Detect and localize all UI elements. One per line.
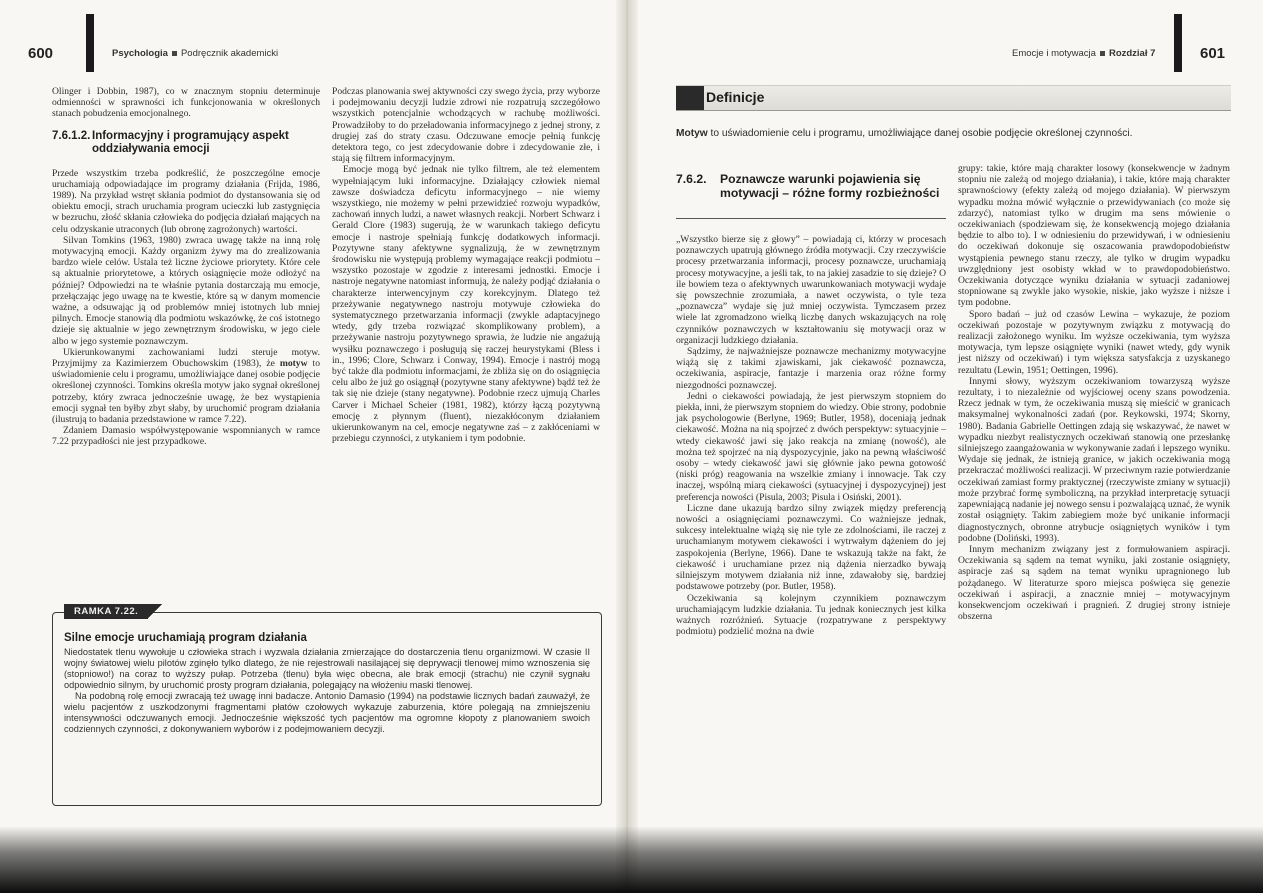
definition-body: to uświadomienie celu i programu, umożliwiające danej osobie podjęcie określonej czynności. <box>707 128 1133 139</box>
paragraph: Oczekiwania są kolejnym czynnikiem poznawczym uruchamiającym ludzkie działania. Tu jednak koniecznych jest kilka ważnych rozróżnień. Sytuacje (rozpatrywane z perspektywy podmiotu) podzielić można na dwie <box>676 592 946 638</box>
box-body <box>64 647 590 735</box>
heading-number: 7.6.1.2. <box>52 129 91 142</box>
heading-text: Poznawcze warunki pojawienia się motywacji – różne formy rozbieżności <box>720 172 940 200</box>
heading-text: Informacyjny i programujący aspekt oddziaływania emocji <box>92 129 289 155</box>
section-heading-7-6-1-2 <box>52 130 320 156</box>
definition-term: Motyw <box>676 128 708 139</box>
paragraph: Olinger i Dobbin, 1987), co w znacznym stopniu determinuje odmienności w sprawności ich funkcjonowania w określonych stanach pobudzenia emocjonalnego. <box>52 86 320 120</box>
box-tab-label: RAMKA 7.22. <box>64 604 148 619</box>
left-column-2 <box>332 86 600 445</box>
right-column-1 <box>676 234 946 637</box>
left-page-number: 600 <box>28 45 54 62</box>
left-column-1 <box>52 86 320 448</box>
heading-number: 7.6.2. <box>676 172 707 186</box>
box-paragraph: Na podobną rolę emocji zwracają też uwagę inni badacze. Antonio Damasio (1994) na podstawie licznych badań zauważył, że wielu pacjentów z uszkodzonymi fragmentami płatów czołowych wykazuje zaburzenia, które polegają na zmniejszeniu intensywności odczuwanych emocji. Jednocześnie większość tych pacjentów ma ogromne kłopoty z planowaniem swoich codziennych czynności, z dokonywaniem wyborów i z podejmowaniem decyzji. <box>64 691 590 734</box>
paragraph: grupy: takie, które mają charakter losowy (konsekwencje w żadnym stopniu nie zależą od mojego działania), i takie, które mają charakter sprawnościowy (efekty zależą od mojego działania). W pierwszym wypadku można mówić wyłącznie o przewidywaniach (co może się zdarzyć), natomiast tylko w drugim ma sens mówienie o oczekiwaniach (spodziewam się, że konsekwencją mojego działania będzie to albo to). I w odniesieniu do przewidywań, i w odniesieniu do oczekiwań dokonuje się oszacowania prawdopodobieństw wystąpienia pewnego stanu rzeczy, ale tylko w drugim wypadku uwzględniony jest osobisty wkład w to prawdopodobieństwo. Oczekiwania dotyczące wyniku działania w sytuacji zadaniowej stopniowane są zwykle jako wysokie, niskie, jako wyższe i niższe i tym podobne. <box>958 163 1230 309</box>
paragraph: Sporo badań – już od czasów Lewina – wykazuje, że poziom oczekiwań pozostaje w pozytywnym związku z motywacją do realizacji założonego wyniku. Im wyższe oczekiwania, tym wyższa motywacja, tym lepsze osiągnięte wyniki (nawet wtedy, gdy wynik jest niższy od oczekiwań) i tym większa satysfakcja z uzyskanego rezultatu (Lewin, 1951; Oettingen, 1996). <box>958 308 1230 376</box>
running-head-section: Emocje i motywacja <box>1012 48 1096 59</box>
running-head-subtitle: Podręcznik akademicki <box>180 48 279 59</box>
paragraph: Sądzimy, że najważniejsze poznawcze mechanizmy motywacyjne wiążą się z takimi zjawiskami, jak ciekawość poznawcza, oczekiwania, aspiracje, fantazje i marzenia oraz różne formy niezgodności poznawczej. <box>676 346 946 391</box>
paragraph-motyw <box>52 347 320 425</box>
bold-term: motyw <box>279 358 308 370</box>
paragraph: Zdaniem Damasio współwystępowanie wspomnianych w ramce 7.22 przypadłości nie jest przypadkowe. <box>52 425 320 448</box>
paragraph: Liczne dane ukazują bardzo silny związek między preferencją nowości a osiągnięciami poznawczymi. Co ważniejsze jednak, sukcesy intelektualne wiążą się nie tyle ze zdolnościami, ile raczej z uruchamianym motywem ciekawości i wytrwałym dążeniem do jej zaspokojenia (Berlyne, 1966). Dane te wskazują także na fakt, że ciekawość i uruchamiane przez nią dążenia nierzadko bywają silniejszym motywem działania niż inne, zdawałoby się, bardziej podstawowe potrzeby (por. Butler, 1958). <box>676 502 946 593</box>
definition-text <box>676 128 1236 139</box>
paragraph: Podczas planowania swej aktywności czy swego życia, przy wyborze i podejmowaniu decyzji ludzie zdrowi nie rozpatrują szczegółowo wszystkich potencjalnie wchodzących w rachubę możliwości. Prowadziłoby to do przeładowania informacyjnego z jednej strony, z drugiej zaś do straty czasu. Odczuwane emocje pełnią funkcję detektora tego, co jest zdecydowanie dobre i zdecydowanie złe, i stają się filtrem informacyjnym. <box>332 86 600 165</box>
paragraph: Innymi słowy, wyższym oczekiwaniom towarzyszą wyższe rezultaty, i to niezależnie od wyjściowej oceny szans powodzenia. Rzecz jednak w tym, że oczekiwania muszą się mieścić w granicach maksymalnej wykonalności zadań (por. Reykowski, 1974; Skorny, 1980). Badania Gabrielle Oettingen zdają się wskazywać, że nawet w wypadku niezbyt realistycznych oczekiwań stanowią one przesłankę silniejszego zaangażowania w wykonywanie zadań i lepszego wyniku. Wydaje się jednak, że istnieją granice, w jakich oczekiwania mogą przekraczać możliwości realizacji. W przeciwnym razie potwierdzanie oczekiwań zamiast formy praktycznej (rzeczywiste zmiany w sytuacji) może przybrać formę symboliczną, na przykład interpretację sytuacji zapewniającą nadanie jej nowego sensu i pozwalającą uznać, że wynik został osiągnięty. Takim zabiegiem może być unikanie informacji diagnostycznych, obronne atrybucje osiągniętych wyników i tym podobne (Doliński, 1993). <box>958 375 1230 544</box>
left-running-head <box>112 48 278 59</box>
left-header-bar <box>86 14 94 72</box>
paragraph: Jedni o ciekawości powiadają, że jest pierwszym stopniem do piekła, inni, że pierwszym stopniem do wiedzy. Obie strony, podobnie jak psychologowie (Berlyne, 1969; Butler, 1958), doceniają jednak ciekawość. Można na nią spojrzeć z dwóch perspektyw: sytuacyjnie – wtedy ciekawość jawi się jako reakcja na zmianę (nowość), ale można też spojrzeć na nią dyspozycyjnie, jako na pewną właściwość osoby – wtedy ciekawość jawi się głównie jako pewna gotowość (niski próg) reagowania na wszelkie zmiany i innowacje. Tak czy inaczej, wspólną miarą ciekawości (sytuacyjnej i dyspozycyjnej) jest preferencja nowości (Pisula, 2003; Pisula i Osiński, 2001). <box>676 390 946 503</box>
separator-square-icon <box>172 51 177 56</box>
text-span: Ukierunkowanymi zachowaniami ludzi steruje motyw. Przyjmijmy za Kazimierzem Obuchowskim (1983), że <box>52 346 320 370</box>
right-page-number: 601 <box>1200 45 1226 62</box>
paragraph: Silvan Tomkins (1963, 1980) zwraca uwagę także na inną rolę motywacyjną emocji. Każdy organizm żywy ma do zrealizowania bardzo wiele celów. Ustala też liczne życiowe priorytety. Które cele są aktualnie priorytetowe, a których osiągnięcie może odłożyć na później? Odpowiedzi na te właśnie pytania dostarczają mu emocje, przełączając jego uwagę na te kwestie, które są w danym momencie ważne, a odsuwając ją od problemów mniej istotnych lub mniej pilnych. Emocje stanowią dla podmiotu wskazówkę, że coś istotnego dzieje się aktualnie w jego zewnętrznym środowisku, w jego ciele albo w jego systemie poznawczym. <box>52 234 320 347</box>
book-gutter <box>616 0 638 893</box>
right-running-head <box>1012 48 1155 59</box>
paragraph: Emocje mogą być jednak nie tylko filtrem, ale też elementem wypełniającym luki informacyjne. Działający człowiek niemal zawsze doświadcza deficytu informacyjnego – nie wiemy wszystkiego, nie możemy w pełni przewidzieć rozwoju wypadków, zachowań innych ludzi, a nawet własnych reakcji. Norbert Schwarz i Gerald Clore (1983) sugerują, że w warunkach takiego deficytu emocje i nastroje spełniają funkcję dodatkowych informacji. Pozytywne stany afektywne sygnalizują, że w zewnętrznym środowisku nie występują problemy wymagające reakcji podmiotu – wszystko pozostaje w zgodzie z interesami jednostki. Emocje i nastroje negatywne natomiast informują, że należy podjąć działania o charakterze interwencyjnym czy korekcyjnym. Dlatego też przeżywanie negatywnego nastroju motywuje człowieka do systematycznego przetwarzania informacji (zwykle adaptacyjnego wtedy, gdy trzeba rozwiązać skomplikowany problem), a przeżywanie nastroju pozytywnego sprawia, że ludzie nie angażują wysiłku poznawczego i posługują się raczej heurystykami (Bless i in., 1996; Clore, Schwarz i Conway, 1994). Emocje i nastrój mogą być także dla podmiotu informacjami, że zbliża się on do osiągnięcia celu albo że już go osiągnął (pozytywne stany afektywne) bądź też że tak się nie dzieje (stany negatywne). Podobnie rzecz ujmują Charles Carver i Michael Scheier (1981, 1982), którzy łączą pozytywną emocję z płynnym (fluent), niezakłóconym działaniem ukierunkowanym na cel, emocje negatywne zaś – z zakłóceniami w przebiegu czynności, z utykaniem i tym podobnie. <box>332 164 600 445</box>
box-paragraph: Niedostatek tlenu wywołuje u człowieka strach i wyzwala działania zmierzające do dostarczenia tlenu organizmowi. W czasie II wojny światowej wielu pilotów zginęło tylko dlatego, że nie rejestrowali nasilającej się deprywacji tlenowej mimo wznoszenia się (stopniowo!) na coraz to wyższy pułap. Potrzeba (tlenu) była więc obecna, ale brak emocji (strachu) nie czynił sygnału odpowiednio silnym, by uruchomić prosty program działania, polegający na włożeniu maski tlenowej. <box>64 647 590 690</box>
separator-square-icon <box>1100 51 1105 56</box>
paragraph: Przede wszystkim trzeba podkreślić, że poszczególne emocje uruchamiają odpowiadające im programy działania (Frijda, 1986, 1989). Na przykład wstręt skłania podmiot do dystansowania się od obiektu emocji, strach uruchamia program ucieczki lub zastygnięcia w bezruchu, złość skłania człowieka do podjęcia działań mających na celu odzyskanie utraconych (lub obronę zagrożonych) wartości. <box>52 167 320 235</box>
paragraph: Innym mechanizm związany jest z formułowaniem aspiracji. Oczekiwania są sądem na temat wyniku, jaki zostanie osiągnięty, aspiracje zaś są sądem na temat wyniku upragnionego lub pożądanego. W literaturze sporo miejsca poświęca się genezie oczekiwań i aspiracji, a znacznie mniej – motywacyjnym konsekwencjom oczekiwań i pragnień. Z drugiej strony istnieje obszerna <box>958 543 1230 623</box>
section-rule <box>676 218 946 219</box>
running-head-book: Psychologia <box>112 48 168 59</box>
running-head-chapter: Rozdział 7 <box>1108 48 1156 59</box>
box-title: Silne emocje uruchamiają program działania <box>64 632 307 644</box>
paragraph: „Wszystko bierze się z głowy” – powiadają ci, którzy w procesach poznawczych upatrują głównego źródła motywacji. Czy rzeczywiście procesy przetwarzania informacji, procesy poznawcze, uruchamiają procesy motywacyjne, a jeśli tak, to na jakiej zasadzie to się dzieje? O ile bowiem teza o afektywnych uwarunkowaniach motywacji wydaje się powszechnie zrozumiała, a nawet oczywista, o tyle teza „poznawcza” wydaje się już mniej oczywista. Tymczasem przez wiele lat zgromadzono wielką liczbę danych wskazujących na rolę czynników poznawczych w kształtowaniu się motywacji oraz w organizacji ludzkiego działania. <box>676 234 946 346</box>
text-span: to uświadomienie celu i programu, umożliwiające danej osobie podjęcie określonej czynności. Tomkins określa motyw jako sygnał określonej potrzeby, który zwraca jednocześnie uwagę, że bez wystąpienia emocji sygnał ten byłby zbyt słaby, by uruchomić program działania (ilustrują to badania przedstawione w ramce 7.22). <box>52 358 320 426</box>
right-header-bar <box>1174 14 1182 72</box>
definitions-title: Definicje <box>706 89 765 105</box>
right-column-2 <box>958 163 1230 622</box>
scan-shadow <box>0 826 1263 893</box>
